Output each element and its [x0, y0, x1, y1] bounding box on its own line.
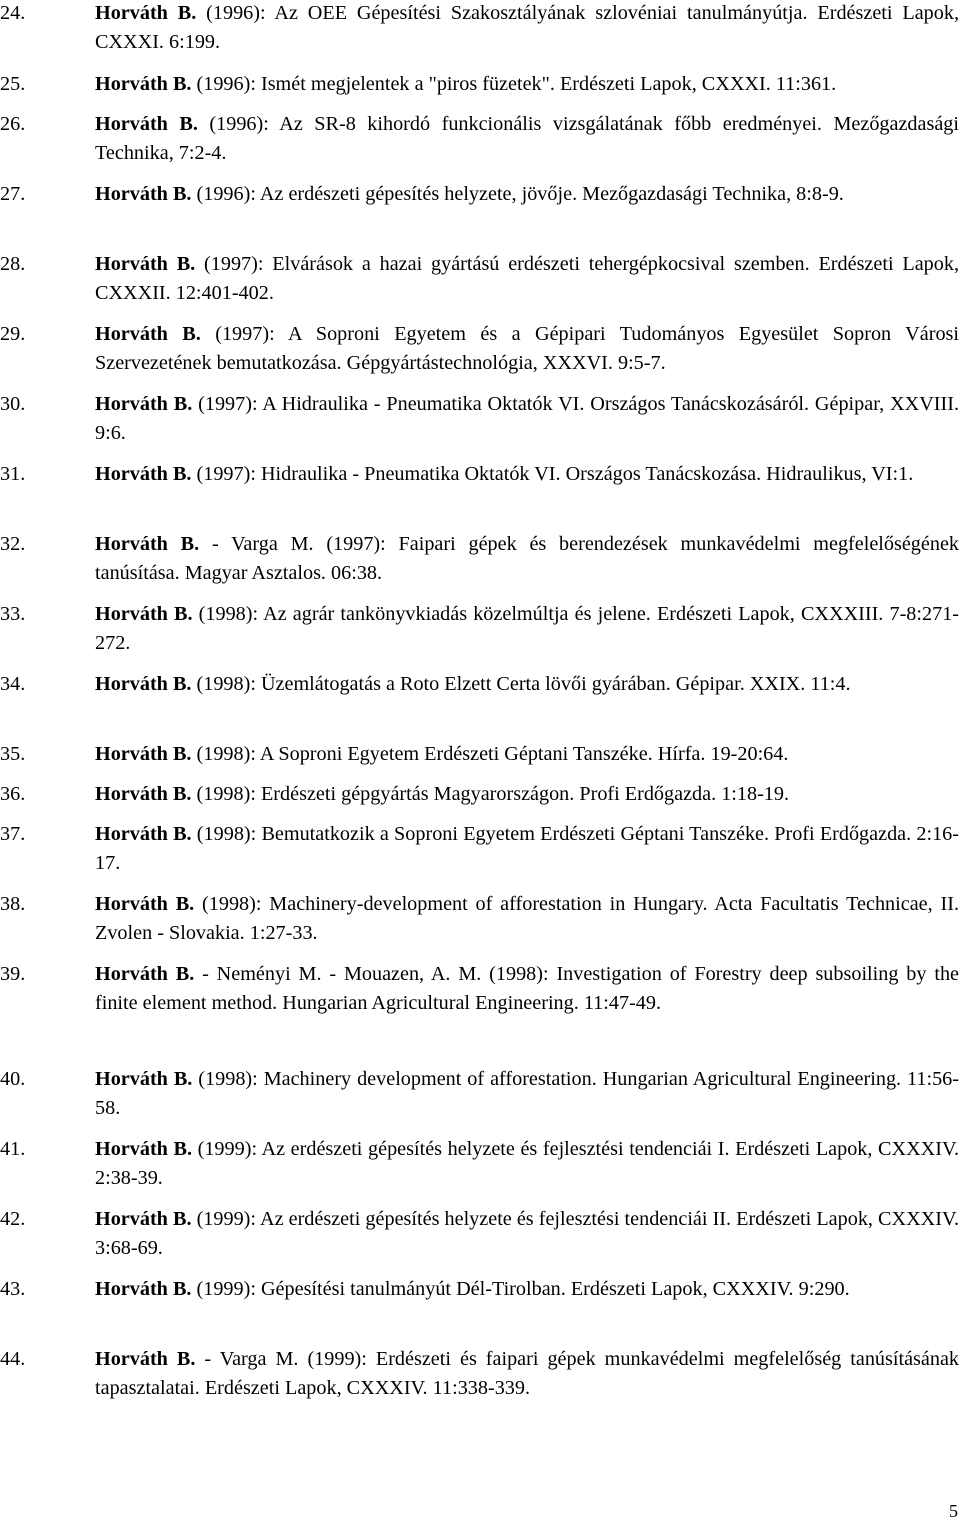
reference-entry [0, 740, 960, 769]
reference-text [95, 530, 959, 588]
reference-number: 24. [0, 2, 26, 24]
reference-details: (1998): Bemutatkozik a Soproni Egyetem Erdészeti Géptani Tanszéke. Profi Erdőgazda. 2:16-17. [95, 823, 959, 874]
reference-entry [0, 1135, 960, 1193]
reference-text [95, 250, 959, 308]
reference-details: (1998): Erdészeti gépgyártás Magyarországon. Profi Erdőgazda. 1:18-19. [191, 783, 790, 805]
reference-text [95, 890, 959, 948]
reference-entry [0, 70, 960, 99]
reference-entry [0, 180, 960, 209]
reference-number: 26. [0, 113, 26, 135]
reference-author: Horváth B. [95, 1208, 192, 1230]
reference-entry [0, 1345, 960, 1403]
reference-author: Horváth B. [95, 783, 192, 805]
reference-text [95, 1205, 959, 1263]
reference-author: Horváth B. [95, 533, 200, 555]
reference-number: 37. [0, 823, 26, 845]
reference-author: Horváth B. [95, 1348, 196, 1370]
reference-entry [0, 780, 960, 809]
reference-entry [0, 670, 960, 699]
reference-text [95, 390, 959, 448]
reference-number: 31. [0, 463, 26, 485]
reference-entry [0, 390, 960, 448]
reference-number: 36. [0, 783, 26, 805]
reference-number: 25. [0, 73, 26, 95]
reference-details: (1996): Az OEE Gépesítési Szakosztályának szlovéniai tanulmányútja. Erdészeti Lapok, CXXXI. 6:199. [95, 2, 960, 53]
reference-details: (1997): A Hidraulika - Pneumatika Oktatók VI. Országos Tanácskozásáról. Gépipar, XXVIII. 9:6. [95, 393, 959, 444]
reference-text [95, 1275, 959, 1304]
reference-details: (1997): A Soproni Egyetem és a Gépipari Tudományos Egyesület Sopron Városi Szervezetének bemutatkozása. Gépgyártástechnológia, XXXVI. 9:5-7. [95, 323, 960, 374]
reference-text [95, 70, 959, 99]
reference-number: 38. [0, 893, 26, 915]
reference-entry [0, 820, 960, 878]
reference-author: Horváth B. [95, 743, 192, 765]
reference-details: (1998): Üzemlátogatás a Roto Elzett Certa lövői gyárában. Gépipar. XXIX. 11:4. [191, 673, 851, 695]
reference-author: Horváth B. [95, 1068, 193, 1090]
reference-author: Horváth B. [95, 323, 201, 345]
reference-text [95, 320, 959, 378]
reference-details: (1999): Gépesítési tanulmányút Dél-Tirolban. Erdészeti Lapok, CXXXIV. 9:290. [191, 1278, 850, 1300]
reference-details: (1998): Az agrár tankönyvkiadás közelmúltja és jelene. Erdészeti Lapok, CXXXIII. 7-8:271-272. [95, 603, 960, 654]
reference-details: (1996): Ismét megjelentek a "piros füzetek". Erdészeti Lapok, CXXXI. 11:361. [191, 73, 837, 95]
reference-number: 27. [0, 183, 26, 205]
reference-details: - Neményi M. - Mouazen, A. M. (1998): Investigation of Forestry deep subsoiling by the finite element method. Hungarian Agricultural Engineering. 11:47-49. [95, 963, 959, 1014]
reference-number: 40. [0, 1068, 26, 1090]
reference-number: 39. [0, 963, 26, 985]
reference-author: Horváth B. [95, 673, 192, 695]
reference-author: Horváth B. [95, 1138, 193, 1160]
reference-number: 34. [0, 673, 26, 695]
reference-entry [0, 460, 960, 489]
reference-number: 41. [0, 1138, 26, 1160]
reference-author: Horváth B. [95, 183, 192, 205]
reference-number: 28. [0, 253, 26, 275]
reference-details: (1999): Az erdészeti gépesítés helyzete és fejlesztési tendenciái II. Erdészeti Lapok, CXXXIV. 3:68-69. [95, 1208, 960, 1259]
reference-text [95, 460, 959, 489]
reference-details: (1997): Elvárások a hazai gyártású erdészeti tehergépkocsival szemben. Erdészeti Lapok, CXXXII. 12:401-402. [95, 253, 959, 304]
reference-entry [0, 1275, 960, 1304]
reference-details: (1998): Machinery development of afforestation. Hungarian Agricultural Engineering. 11:56-58. [95, 1068, 959, 1119]
reference-entry [0, 0, 960, 57]
reference-number: 30. [0, 393, 26, 415]
reference-author: Horváth B. [95, 463, 192, 485]
reference-entry [0, 250, 960, 308]
reference-details: - Varga M. (1999): Erdészeti és faipari gépek munkavédelmi megfelelőség tanúsításának tapasztalatai. Erdészeti Lapok, CXXXIV. 11:338-339. [95, 1348, 960, 1399]
reference-number: 29. [0, 323, 26, 345]
reference-text [95, 820, 959, 878]
reference-details: - Varga M. (1997): Faipari gépek és berendezések munkavédelmi megfelelőségének tanúsítása. Magyar Asztalos. 06:38. [95, 533, 960, 584]
reference-entry [0, 1065, 960, 1123]
reference-entry [0, 890, 960, 948]
page-number: 5 [949, 1501, 958, 1521]
reference-number: 35. [0, 743, 26, 765]
reference-author: Horváth B. [95, 823, 192, 845]
reference-number: 44. [0, 1348, 26, 1370]
reference-details: (1996): Az SR-8 kihordó funkcionális vizsgálatának főbb eredményei. Mezőgazdasági Technika, 7:2-4. [95, 113, 960, 164]
reference-text [95, 1345, 959, 1403]
reference-details: (1998): Machinery-development of afforestation in Hungary. Acta Facultatis Technicae, II. Zvolen - Slovakia. 1:27-33. [95, 893, 959, 944]
reference-text [95, 600, 959, 658]
reference-entry [0, 1205, 960, 1263]
reference-entry [0, 600, 960, 658]
reference-number: 42. [0, 1208, 26, 1230]
reference-author: Horváth B. [95, 73, 192, 95]
reference-author: Horváth B. [95, 113, 198, 135]
reference-text [95, 110, 959, 168]
reference-author: Horváth B. [95, 2, 197, 24]
reference-entry [0, 320, 960, 378]
reference-number: 32. [0, 533, 26, 555]
reference-text [95, 1065, 959, 1123]
reference-text [95, 180, 959, 209]
reference-author: Horváth B. [95, 963, 195, 985]
reference-number: 43. [0, 1278, 26, 1300]
reference-text [95, 780, 959, 809]
reference-number: 33. [0, 603, 26, 625]
reference-text [95, 960, 959, 1018]
reference-author: Horváth B. [95, 603, 193, 625]
reference-entry [0, 530, 960, 588]
reference-author: Horváth B. [95, 393, 193, 415]
reference-details: (1997): Hidraulika - Pneumatika Oktatók VI. Országos Tanácskozása. Hidraulikus, VI:1. [191, 463, 914, 485]
reference-text [95, 1135, 959, 1193]
reference-author: Horváth B. [95, 253, 196, 275]
reference-text [95, 740, 959, 769]
reference-text [95, 0, 959, 57]
reference-entry [0, 960, 960, 1018]
reference-entry [0, 110, 960, 168]
reference-details: (1998): A Soproni Egyetem Erdészeti Géptani Tanszéke. Hírfa. 19-20:64. [191, 743, 789, 765]
reference-details: (1999): Az erdészeti gépesítés helyzete és fejlesztési tendenciái I. Erdészeti Lapok, CXXXIV. 2:38-39. [95, 1138, 959, 1189]
reference-details: (1996): Az erdészeti gépesítés helyzete, jövője. Mezőgazdasági Technika, 8:8-9. [191, 183, 844, 205]
reference-text [95, 670, 959, 699]
reference-author: Horváth B. [95, 1278, 192, 1300]
reference-author: Horváth B. [95, 893, 195, 915]
